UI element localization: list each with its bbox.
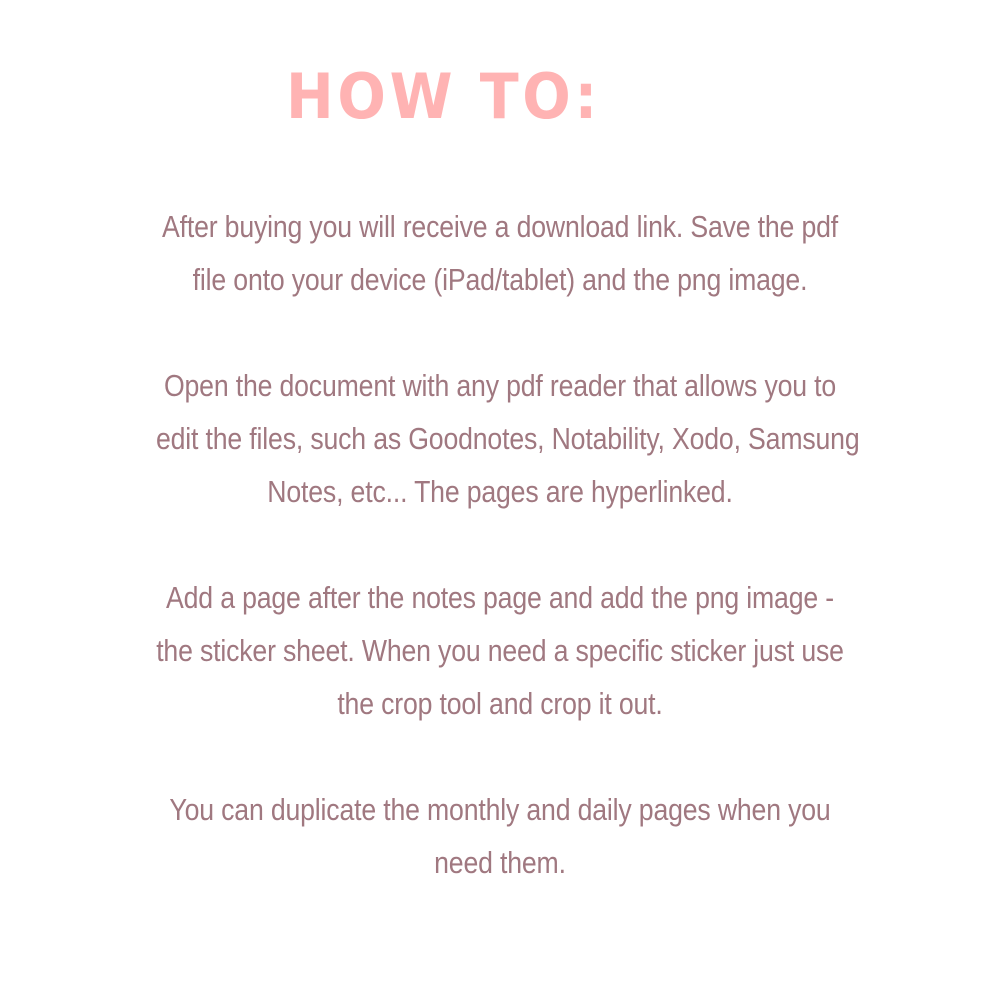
paragraph-line: edit the files, such as Goodnotes, Notability, Xodo, Samsung <box>156 421 860 456</box>
paragraph-line: the sticker sheet. When you need a specific sticker just use <box>156 633 844 668</box>
instruction-paragraph-stickers <box>100 571 900 730</box>
paragraph-line: file onto your device (iPad/tablet) and the png image. <box>192 262 808 297</box>
paragraph-line: Add a page after the notes page and add the png image - <box>166 580 834 615</box>
instruction-paragraph-open <box>100 359 900 518</box>
instruction-paragraph-duplicate <box>100 783 900 889</box>
page-heading: HOW TO: <box>286 60 601 133</box>
paragraph-line: After buying you will receive a download link. Save the pdf <box>161 209 838 244</box>
instruction-paragraph-download <box>100 200 900 306</box>
paragraph-line: need them. <box>434 845 566 880</box>
paragraph-line: Open the document with any pdf reader that allows you to <box>163 368 837 403</box>
paragraph-line: the crop tool and crop it out. <box>337 686 663 721</box>
paragraph-line: You can duplicate the monthly and daily pages when you <box>169 792 831 827</box>
paragraph-line: Notes, etc... The pages are hyperlinked. <box>267 474 733 509</box>
